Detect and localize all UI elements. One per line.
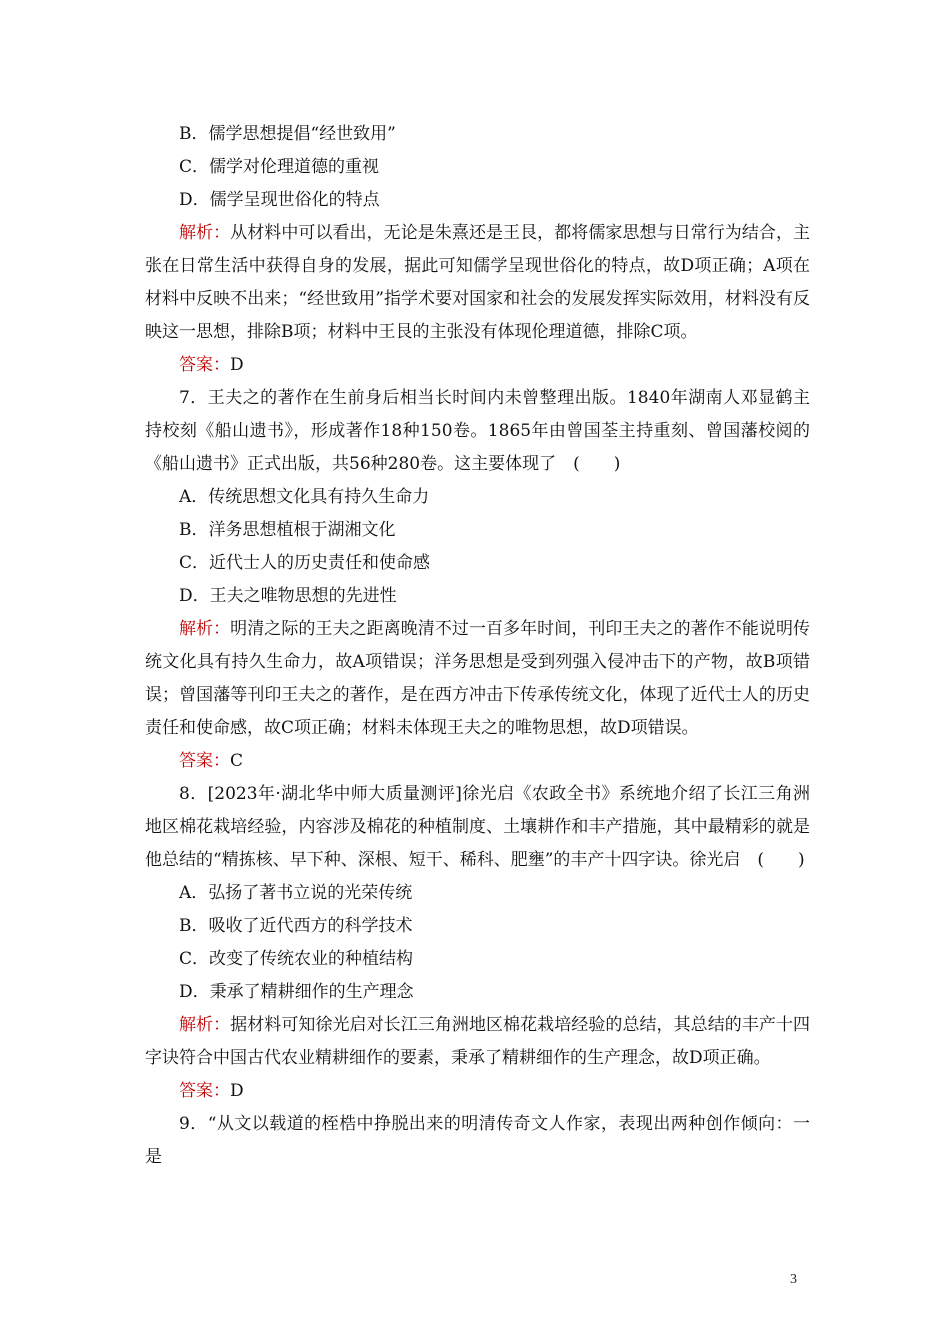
- q7-analysis-text: 明清之际的王夫之距离晚清不过一百多年时间，刊印王夫之的著作不能说明传统文化具有持久生命力，故A项错误；洋务思想是受到列强入侵冲击下的产物，故B项错误；曾国藩等刊印王夫之的著作，是在西方冲击下传承传统文化，体现了近代士人的历史责任和使命感，故C项正确；材料未体现王夫之的唯物思想，故D项错误。: [145, 619, 811, 738]
- document-page: [145, 118, 810, 1174]
- q8-analysis-label: 解析：: [179, 1015, 231, 1035]
- q6-answer: [145, 349, 810, 382]
- q7-option-b: B．洋务思想植根于湖湘文化: [179, 520, 396, 540]
- q9-stem: 9．“从文以载道的桎梏中挣脱出来的明清传奇文人作家，表现出两种创作倾向：一是: [145, 1114, 810, 1167]
- q8-analysis-text: 据材料可知徐光启对长江三角洲地区棉花栽培经验的总结，其总结的丰产十四字诀符合中国古代农业精耕细作的要素，秉承了精耕细作的生产理念，故D项正确。: [145, 1015, 811, 1068]
- q7-analysis: [145, 613, 810, 745]
- q6-analysis-text: 从材料中可以看出，无论是朱熹还是王艮，都将儒家思想与日常行为结合，主张在日常生活中获得自身的发展，据此可知儒学呈现世俗化的特点，故D项正确；A项在材料中反映不出来；“经世致用”指学术要对国家和社会的发展发挥实际效用，材料没有反映这一思想，排除B项；材料中王艮的主张没有体现伦理道德，排除C项。: [145, 223, 811, 342]
- q7-option-c: C．近代士人的历史责任和使命感: [179, 553, 431, 573]
- q7-stem: 7．王夫之的著作在生前身后相当长时间内未曾整理出版。1840年湖南人邓显鹤主持校刻《船山遗书》，形成著作18种150卷。1865年由曾国荃主持重刻、曾国藩校阅的《船山遗书》正式出版，共56种280卷。这主要体现了 ( ): [145, 388, 810, 474]
- q8-answer: [145, 1075, 810, 1108]
- q6-option-c: C．儒学对伦理道德的重视: [179, 157, 380, 177]
- page-number: 3: [790, 1272, 797, 1287]
- q8-option-b: B．吸收了近代西方的科学技术: [179, 916, 413, 936]
- q7-answer: [145, 745, 810, 778]
- q7-option-d: D．王夫之唯物思想的先进性: [179, 586, 397, 606]
- q6-option-b: B．儒学思想提倡“经世致用”: [179, 124, 396, 144]
- q8-option-a: A．弘扬了著书立说的光荣传统: [179, 883, 413, 903]
- q6-answer-value: D: [230, 355, 244, 375]
- q8-analysis: [145, 1009, 810, 1075]
- q7-answer-value: C: [230, 751, 244, 771]
- q8-stem: 8．[2023年·湖北华中师大质量测评]徐光启《农政全书》系统地介绍了长江三角洲地区棉花栽培经验，内容涉及棉花的种植制度、土壤耕作和丰产措施，其中最精彩的就是他总结的“精拣核、早下种、深根、短干、稀科、肥壅”的丰产十四字诀。徐光启 ( ): [145, 784, 810, 870]
- q7-answer-label: 答案：: [179, 751, 230, 771]
- q6-analysis: [145, 217, 810, 349]
- q7-analysis-label: 解析：: [179, 619, 231, 639]
- q6-option-d: D．儒学呈现世俗化的特点: [179, 190, 380, 210]
- q8-answer-value: D: [230, 1081, 244, 1101]
- q6-analysis-label: 解析：: [179, 223, 231, 243]
- q7-option-a: A．传统思想文化具有持久生命力: [179, 487, 430, 507]
- q8-answer-label: 答案：: [179, 1081, 230, 1101]
- q8-option-d: D．秉承了精耕细作的生产理念: [179, 982, 414, 1002]
- q6-answer-label: 答案：: [179, 355, 230, 375]
- q8-option-c: C．改变了传统农业的种植结构: [179, 949, 414, 969]
